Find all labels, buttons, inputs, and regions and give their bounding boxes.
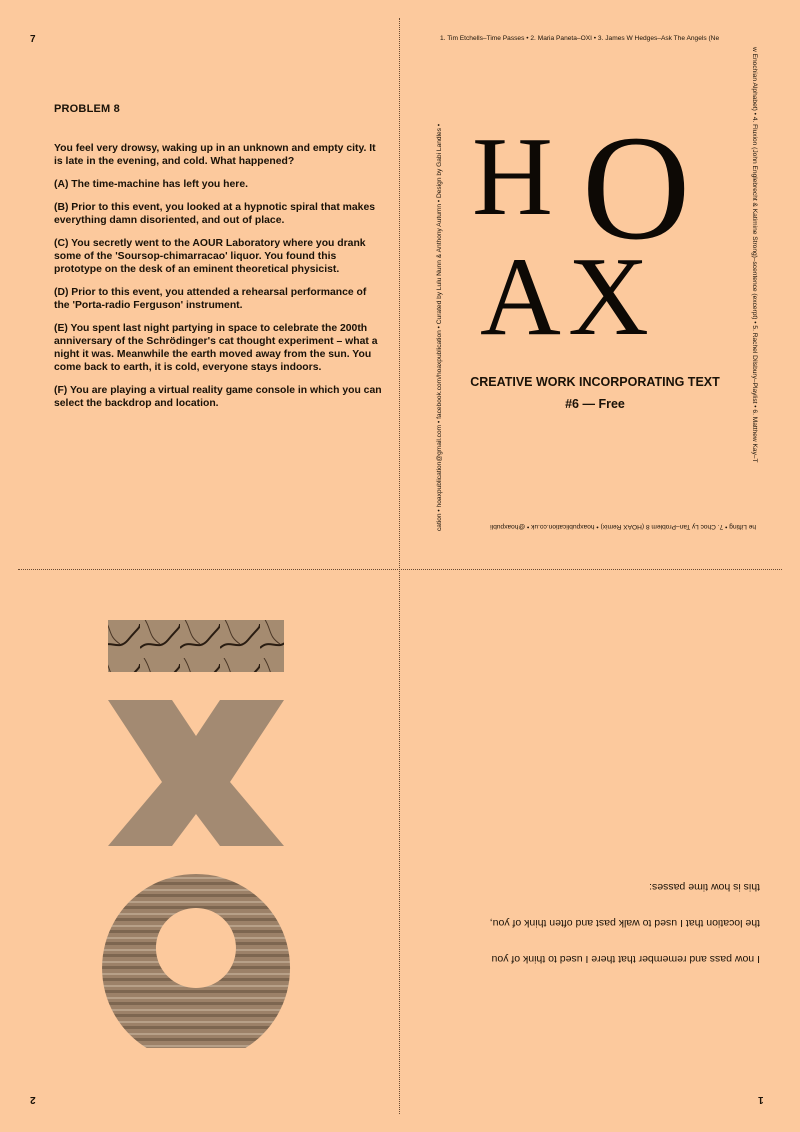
problem-option: (D) Prior to this event, you attended a rehearsal performance of the 'Porta-radio Ferguson' instrument.	[54, 287, 367, 311]
oxi-letter-i-image	[108, 620, 284, 672]
page-number-1: 1	[758, 1094, 764, 1105]
cover-issue: #6 — Free	[565, 397, 625, 411]
oxi-letter-o-image	[102, 874, 290, 1048]
problem-option: (A) The time-machine has left you here.	[54, 179, 248, 190]
problem-option: (B) Prior to this event, you looked at a hypnotic spiral that makes everything damn disoriented, and out of place.	[54, 202, 376, 226]
cover-tagline: CREATIVE WORK INCORPORATING TEXT	[470, 375, 720, 389]
logo-letter-a: A	[480, 235, 561, 359]
problem-option: (E) You spent last night partying in space to celebrate the 200th anniversary of the Schrödinger's cat thought experiment – what a night it was. Meanwhile the earth moved away from the sun. You come back to earth, it is cold, everyone stays indoors.	[54, 323, 378, 373]
logo-letter-o: O	[582, 105, 691, 271]
poem-line: the location that I used to walk past and often think of you,	[489, 917, 760, 929]
problem-option: (F) You are playing a virtual reality game console in which you can select the backdrop and location.	[54, 385, 382, 409]
cover-credits-right: w Enochian Alphabet) • 4. Fluxion (John Englebrecht & Katimine Strong)–scentence (excerpt) • 5. Rachel Dilsbury–Playlist • 6. Matthew Kay–T	[751, 47, 758, 463]
oxi-letter-x-image	[108, 700, 284, 846]
poem-line: this is how time passes:	[649, 881, 760, 893]
problem-intro: You feel very drowsy, waking up in an unknown and empty city. It is late in the evening, and cold. What happened?	[54, 143, 376, 167]
logo-letter-x: X	[568, 235, 649, 359]
vertical-fold-line	[399, 18, 400, 1114]
problem-title: PROBLEM 8	[54, 103, 120, 115]
cover-panel	[432, 33, 758, 539]
page-number-7: 7	[30, 34, 36, 45]
cover-credits-left: cation • hoaxpublication@gmail.com • facebook.com/hoaxpublication • Curated by Lulu Nunn & Anthony Autumn • Design by Gabi Landles •	[436, 123, 443, 531]
cover-credits-top: 1. Tim Etchells–Time Passes • 2. Maria Paneta–OXI • 3. James W Hedges–Ask The Angels (Ne	[440, 35, 720, 42]
horizontal-fold-line	[18, 569, 782, 570]
poem	[430, 858, 760, 966]
problem-option: (C) You secretly went to the AOUR Laboratory where you drank some of the 'Soursop-chimarracao' liquor. You found this prototype on the desk of an eminent theoretical physicist.	[54, 238, 366, 275]
page-number-2: 2	[30, 1094, 36, 1105]
cover-credits-bottom: he Lifting • 7. Choc Ly Tan–Problem 8 (HOAX Remix) • hoaxpublication.co.uk • @hoaxpubli	[490, 523, 756, 530]
problem-text	[54, 142, 384, 420]
logo-letter-h: H	[472, 115, 553, 239]
poem-line: I now pass and remember that there I used to think of you	[491, 953, 760, 965]
oxi-artwork	[100, 618, 292, 1048]
